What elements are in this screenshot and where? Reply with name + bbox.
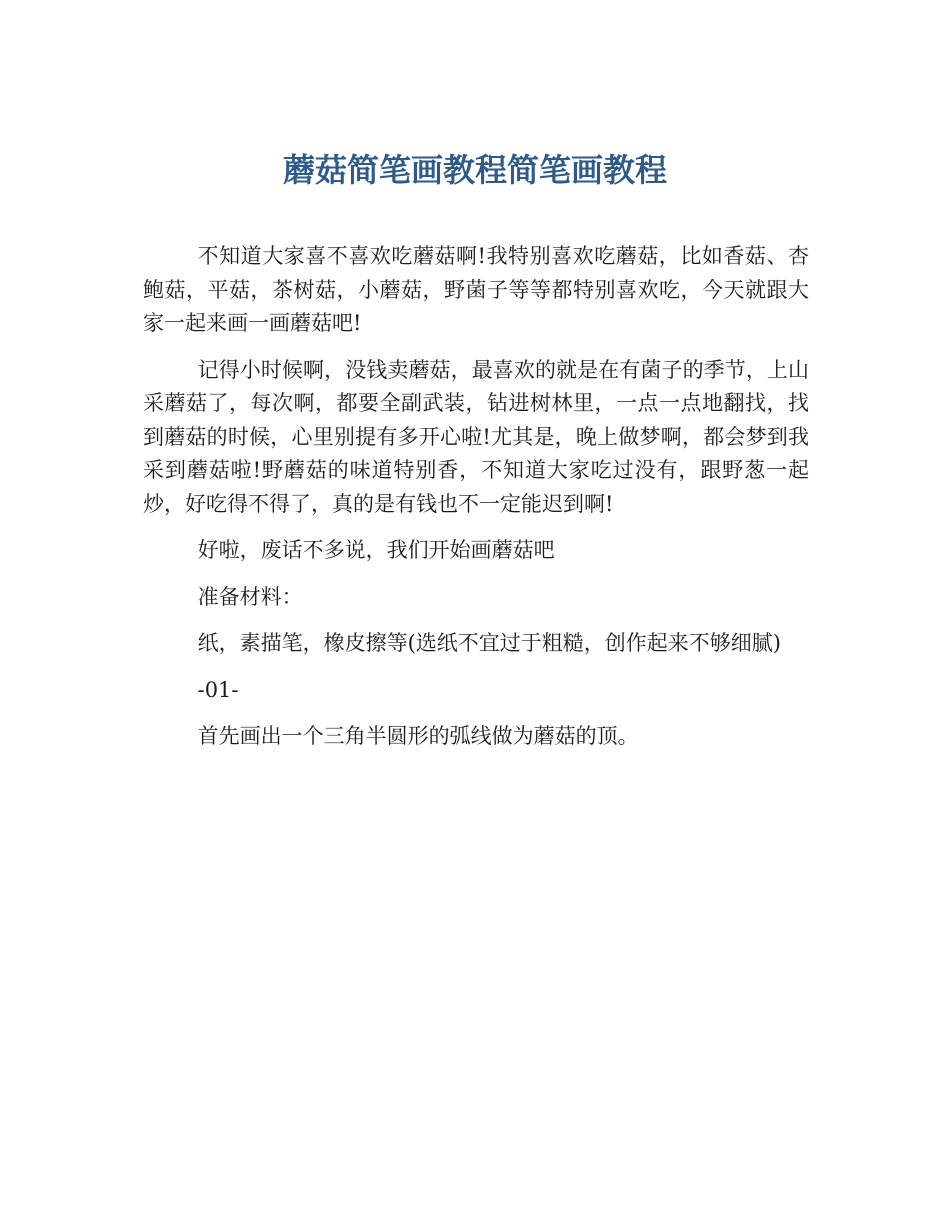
document-title: 蘑菇简笔画教程简笔画教程 xyxy=(282,151,667,189)
document-body xyxy=(143,240,809,767)
paragraph-materials-list: 纸，素描笔，橡皮擦等(选纸不宜过于粗糙，创作起来不够细腻) xyxy=(197,631,781,655)
paragraph-materials-heading: 准备材料： xyxy=(197,584,303,609)
paragraph-intro: 不知道大家喜不喜欢吃蘑菇啊!我特别喜欢吃蘑菇，比如香菇、杏鲍菇，平菇，茶树菇，小蘑菇，野菌子等等都特别喜欢吃，今天就跟大家一起来画一画蘑菇吧! xyxy=(143,244,809,335)
step-number: -01- xyxy=(197,677,239,702)
paragraph-memory: 记得小时候啊，没钱卖蘑菇，最喜欢的就是在有菌子的季节，上山采蘑菇了，每次啊，都要全副武装，钻进树林里，一点一点地翻找，找到蘑菇的时候，心里别提有多开心啦!尤其是，晚上做梦啊，都会梦到我采到蘑菇啦!野蘑菇的味道特别香，不知道大家吃过没有，跟野葱一起炒，好吃得不得了，真的是有钱也不一定能迟到啊! xyxy=(143,357,809,516)
paragraph-step-1: 首先画出一个三角半圆形的弧线做为蘑菇的顶。 xyxy=(197,724,639,748)
paragraph-start: 好啦，废话不多说，我们开始画蘑菇吧 xyxy=(197,538,555,562)
